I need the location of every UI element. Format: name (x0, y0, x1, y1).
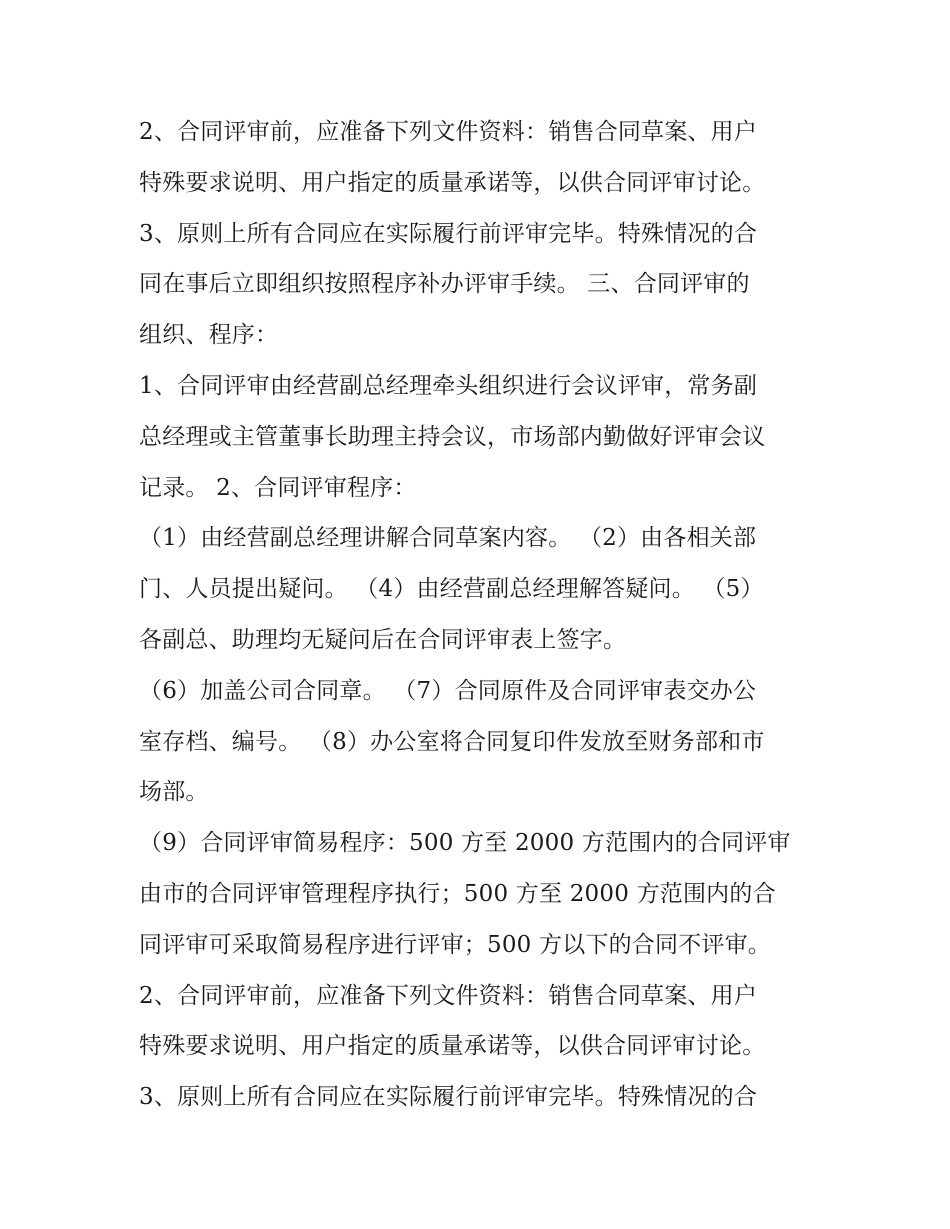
text-line: 同在事后立即组织按照程序补办评审手续。 三、合同评审的 (139, 271, 750, 298)
text-line: （1）由经营副总经理讲解合同草案内容。 （2）由各相关部 (139, 525, 757, 552)
text-line: 组织、程序： (139, 322, 279, 349)
text-line: 1、合同评审由经营副总经理牵头组织进行会议评审，常务副 (139, 372, 758, 399)
text-line: （6）加盖公司合同章。 （7）合同原件及合同评审表交办公 (139, 677, 757, 704)
text-line: （9）合同评审简易程序：500 方至 2000 方范围内的合同评审 (139, 830, 791, 857)
text-line: 2、合同评审前，应准备下列文件资料：销售合同草案、用户 (139, 119, 758, 145)
body-text (139, 107, 819, 1123)
text-line: 特殊要求说明、用户指定的质量承诺等，以供合同评审讨论。 (139, 169, 766, 196)
text-line: 3、原则上所有合同应在实际履行前评审完毕。特殊情况的合 (139, 220, 758, 247)
text-line: 场部。 (139, 779, 209, 806)
text-line: 总经理或主管董事长助理主持会议，市场部内勤做好评审会议 (139, 423, 766, 450)
text-line: 记录。 2、合同评审程序： (139, 474, 417, 501)
text-line: 门、人员提出疑问。 （4）由经营副总经理解答疑问。 （5） (139, 576, 764, 603)
text-line: 2、合同评审前，应准备下列文件资料：销售合同草案、用户 (139, 982, 758, 1009)
text-line: 特殊要求说明、用户指定的质量承诺等，以供合同评审讨论。 (139, 1033, 766, 1060)
text-line: 室存档、编号。 （8）办公室将合同复印件发放至财务部和市 (139, 728, 765, 755)
text-line: 由市的合同评审管理程序执行；500 方至 2000 方范围内的合 (139, 880, 776, 907)
text-line: 3、原则上所有合同应在实际履行前评审完毕。特殊情况的合 (139, 1084, 758, 1111)
text-line: 同评审可采取简易程序进行评审；500 方以下的合同不评审。 (139, 931, 772, 958)
text-line: 各副总、助理均无疑问后在合同评审表上签字。 (139, 626, 627, 653)
